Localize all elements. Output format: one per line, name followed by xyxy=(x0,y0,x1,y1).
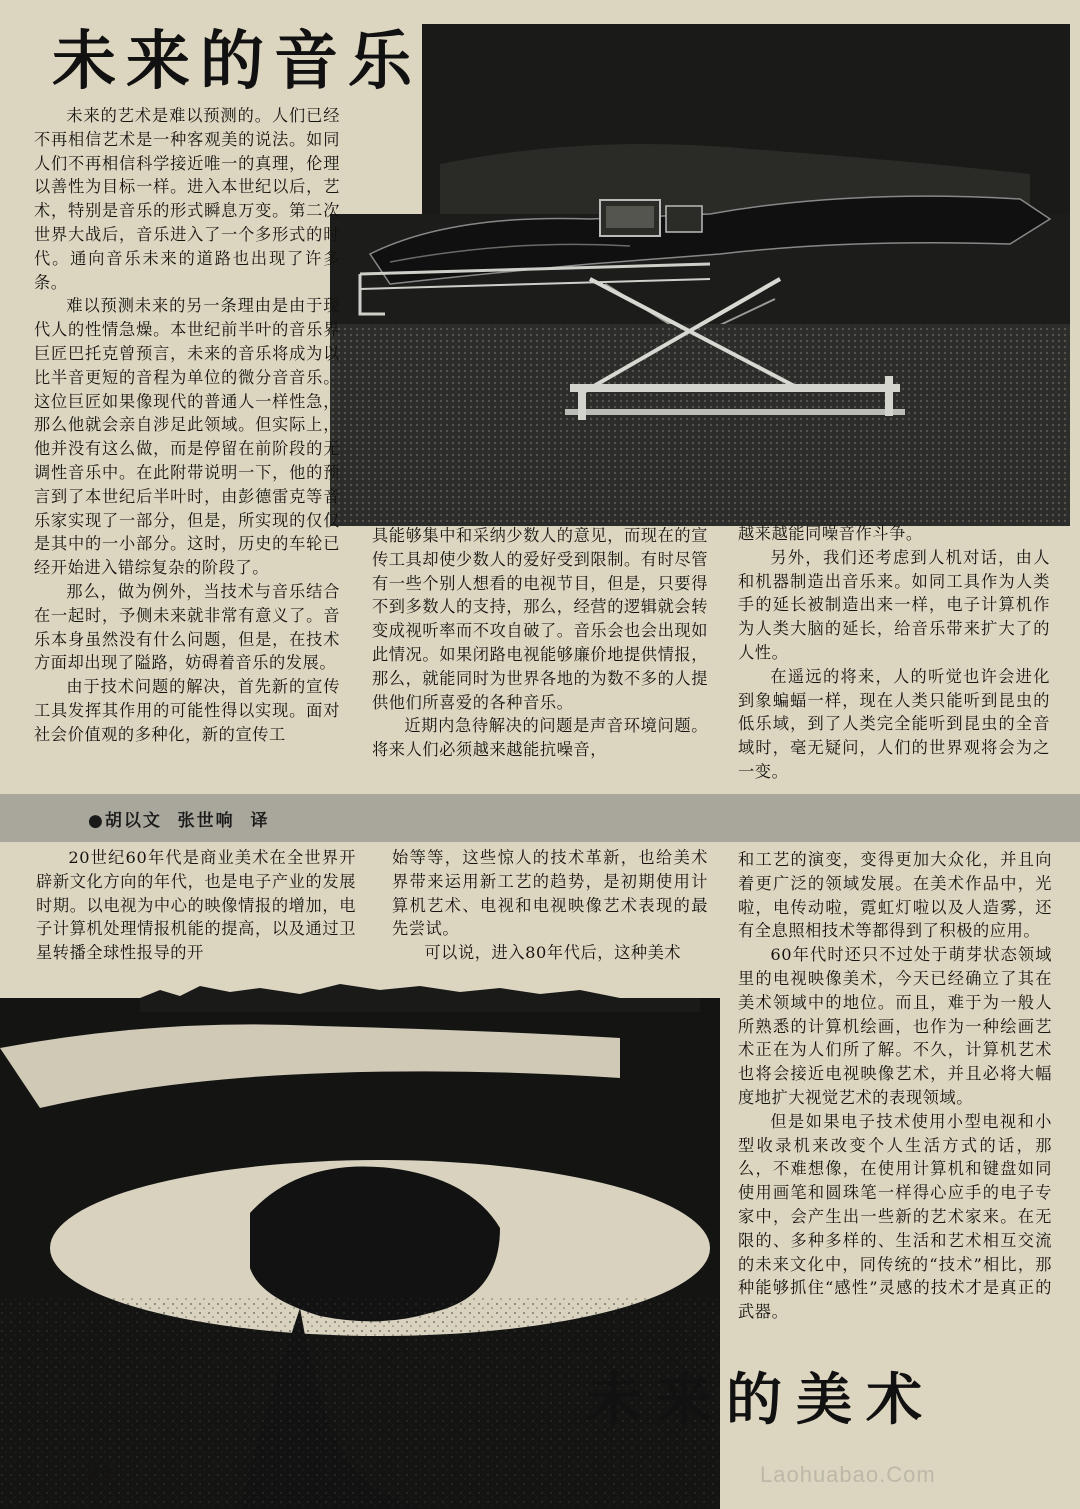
paragraph: 可以说，进入80年代后，这种美术 xyxy=(424,943,682,963)
art-column-2 xyxy=(392,846,708,965)
page-number: 26 xyxy=(88,1460,113,1484)
paragraph: 在遥远的将来，人的听觉也许会进化到象蝙蝠一样，现在人类只能听到昆虫的低乐域，到了人类完全能听到昆虫的全音域时，毫无疑问，人们的世界观将会为之一变。 xyxy=(738,666,1050,781)
translators-credit: ●胡以文 张世响 译 xyxy=(88,811,270,831)
music-column-3 xyxy=(738,522,1050,784)
paragraph: 那么，做为例外，当技术与音乐结合在一起时，予侧未来就非常有意义了。音乐本身虽然没有什么问题，但是，在技术方面却出现了隘路，妨碍着音乐的发展。 xyxy=(34,581,340,673)
art-title-box xyxy=(578,1236,1058,1468)
paragraph: 近期内急待解决的问题是声音环境问题。将来人们必须越来越能抗噪音， xyxy=(372,716,708,760)
paragraph: 具能够集中和采纳少数人的意见，而现在的宣传工具却使少数人的爱好受到限制。有时尽管有一些个别人想看的电视节目，但是，只要得不到多数人的支持，那么，经营的逻辑就会转变成视听率而不攻自破了。音乐会也会出现如此情况。如果闭路电视能够廉价地提供情报，那么，就能同时为世界各地的为数不多的人提供他们所喜爱的各种音乐。 xyxy=(372,526,708,712)
paragraph: 难以预测未来的另一条理由是由于现代人的性情急燥。本世纪前半叶的音乐界巨匠巴托克曾预言，未来的音乐将成为以比半音更短的音程为单位的微分音音乐。这位巨匠如果像现代的普通人一样性急，那么他就会亲自涉足此领域。但实际上，他并没有这么做，而是停留在前阶段的无调性音乐中。在此附带说明一下，他的预言到了本世纪后半叶时，由彭德雷克等音乐家实现了一部分，但是，所实现的仅仅是其中的一小部分。这时，历史的车轮已经开始进入错综复杂的阶段了。 xyxy=(34,296,340,578)
music-photo xyxy=(330,14,1070,526)
paragraph: 越来越能同噪音作斗争。 xyxy=(738,524,923,543)
watermark: Laohuabao.Com xyxy=(760,1462,936,1487)
paragraph: 和工艺的演变，变得更加大众化，并且向着更广泛的领域发展。在美术作品中，光啦，电传动啦，霓虹灯啦以及人造雾，还有全息照相技术等都得到了积极的应用。 xyxy=(738,850,1052,941)
music-column-1 xyxy=(34,104,340,747)
music-column-2 xyxy=(372,524,708,762)
paragraph: 但是如果电子技术使用小型电视和小型收录机来改变个人生活方式的话，那么，不难想像，在使用计算机和键盘如同使用画笔和圆珠笔一样得心应手的电子专家中，会产生出一些新的艺术家来。在无限的、多种多样的、生活和艺术相互交流的未来文化中，同传统的“技术”相比，那种能够抓住“感性”灵感的技术才是真正的武器。 xyxy=(738,1111,1052,1322)
paragraph: 未来的艺术是难以预测的。人们已经不再相信艺术是一种客观美的说法。如同人们不再相信科学接近唯一的真理，伦理以善性为目标一样。进入本世纪以后，艺术，特别是音乐的形式瞬息万变。第二次世界大战后，音乐进入了一个多形式的时代。通向音乐未来的道路也出现了许多条。 xyxy=(34,106,340,292)
paragraph: 60年代时还只不过处于萌芽状态领域里的电视映像美术，今天已经确立了其在美术领域中的地位。而且，难于为一般人所熟悉的计算机绘画，也作为一种绘画艺术正在为人们所了解。不久，计算机艺术也将会接近电视映像艺术，并且必将大幅度地扩大视觉艺术的表现领域。 xyxy=(738,945,1052,1107)
art-title: 未来的美术 xyxy=(586,1367,936,1433)
art-column-1 xyxy=(36,846,356,965)
paragraph: 另外，我们还考虑到人机对话，由人和机器制造出音乐来。如同工具作为人类手的延长被制造出来一样，电子计算机作为人类大脑的延长，给音乐带来扩大了的人性。 xyxy=(738,547,1050,662)
paragraph: 由于技术问题的解决，首先新的宣传工具发挥其作用的可能性得以实现。面对社会价值观的多种化，新的宣传工 xyxy=(34,677,340,744)
paragraph: 始等等，这些惊人的技术革新，也给美术界带来运用新工艺的趋势，是初期使用计算机艺术、电视和电视映像艺术表现的最先尝试。 xyxy=(392,848,708,939)
paragraph: 20世纪60年代是商业美术在全世界开辟新文化方向的年代，也是电子产业的发展时期。以电视为中心的映像情报的增加，电子计算机处理情报机能的提高，以及通过卫星转播全球性报导的开 xyxy=(36,848,356,963)
music-title: 未来的音乐 xyxy=(52,24,422,99)
